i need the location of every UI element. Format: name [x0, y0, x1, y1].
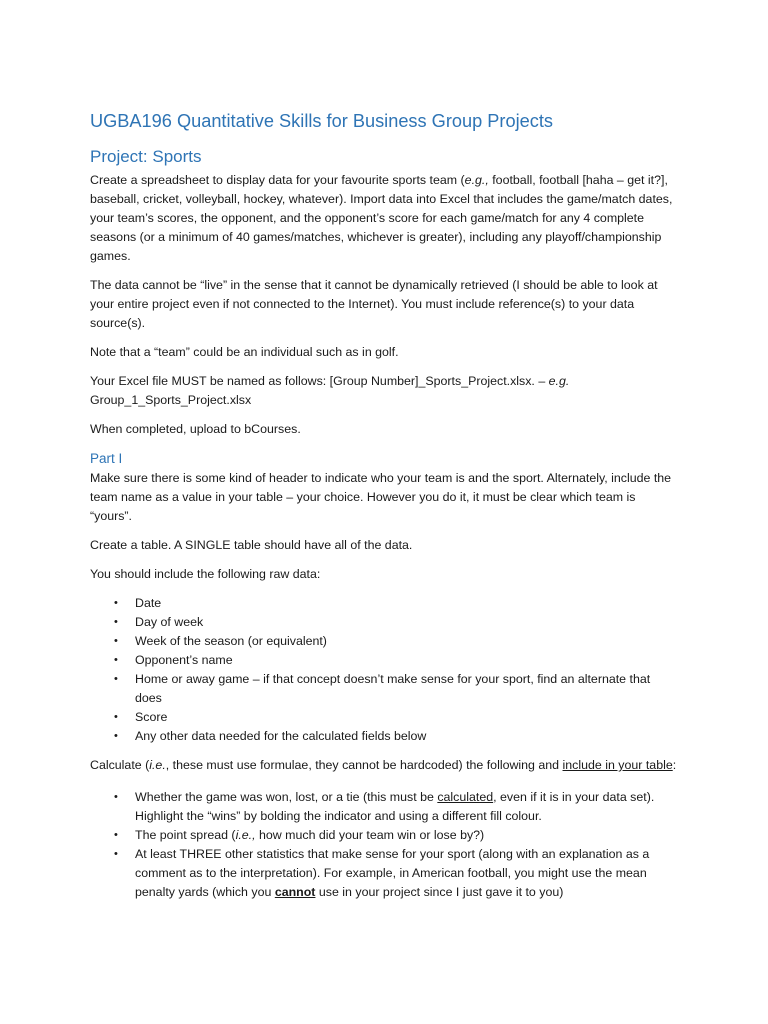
- list-item: • Any other data needed for the calculated fields below: [114, 729, 427, 743]
- list-item: • Week of the season (or equivalent): [114, 634, 327, 648]
- document-title: UGBA196 Quantitative Skills for Business Group Projects: [90, 111, 553, 131]
- list-item: • Score: [114, 710, 168, 724]
- list-item: • Whether the game was won, lost, or a tie (this must be calculated, even if it is in your data set). Highlight the “wins” by bolding the indicator and using a different fill colour.: [114, 790, 655, 823]
- list-item: • Opponent’s name: [114, 653, 233, 667]
- calculate-paragraph: Calculate (i.e., these must use formulae, they cannot be hardcoded) the following and include in your table:: [90, 758, 677, 772]
- upload-paragraph: When completed, upload to bCourses.: [90, 422, 301, 436]
- list-item: • Home or away game – if that concept doesn’t make sense for your sport, find an alternate that does: [114, 672, 651, 705]
- raw-data-list: [90, 594, 680, 746]
- list-item: • The point spread (i.e., how much did your team win or lose by?): [114, 828, 485, 842]
- team-note-paragraph: Note that a “team” could be an individual such as in golf.: [90, 345, 399, 359]
- project-heading: Project: Sports: [90, 147, 202, 166]
- document-body: [90, 108, 680, 912]
- part-one-heading: Part I: [90, 451, 123, 466]
- calculated-list: [90, 788, 680, 902]
- raw-data-intro: You should include the following raw data:: [90, 567, 321, 581]
- header-paragraph: Make sure there is some kind of header to indicate who your team is and the sport. Alternately, include the team name as a value in your table – your choice. However you do it, it must be clear which team is “yours”.: [90, 471, 672, 523]
- intro-paragraph: Create a spreadsheet to display data for your favourite sports team (e.g., football, football [haha – get it?], baseball, cricket, volleyball, hockey, whatever). Import data into Excel that includes the game/match dates, your team’s scores, the opponent, and the opponent’s score for each game/match for any 4 complete seasons (or a minimum of 40 games/matches, whichever is greater), including any playoff/championship games.: [90, 173, 673, 263]
- file-name-paragraph: Your Excel file MUST be named as follows: [Group Number]_Sports_Project.xlsx. – e.g. Group_1_Sports_Project.xlsx: [90, 374, 570, 407]
- list-item: • At least THREE other statistics that make sense for your sport (along with an explanation as a comment as to the interpretation). For example, in American football, you might use the mean penalty yards (which you cannot use in your project since I just gave it to you): [114, 847, 650, 899]
- table-paragraph: Create a table. A SINGLE table should have all of the data.: [90, 538, 413, 552]
- list-item: • Date: [114, 596, 162, 610]
- list-item: • Day of week: [114, 615, 204, 629]
- live-data-paragraph: The data cannot be “live” in the sense that it cannot be dynamically retrieved (I should be able to look at your entire project even if not connected to the Internet). You must include reference(s) to your data source(s).: [90, 278, 658, 330]
